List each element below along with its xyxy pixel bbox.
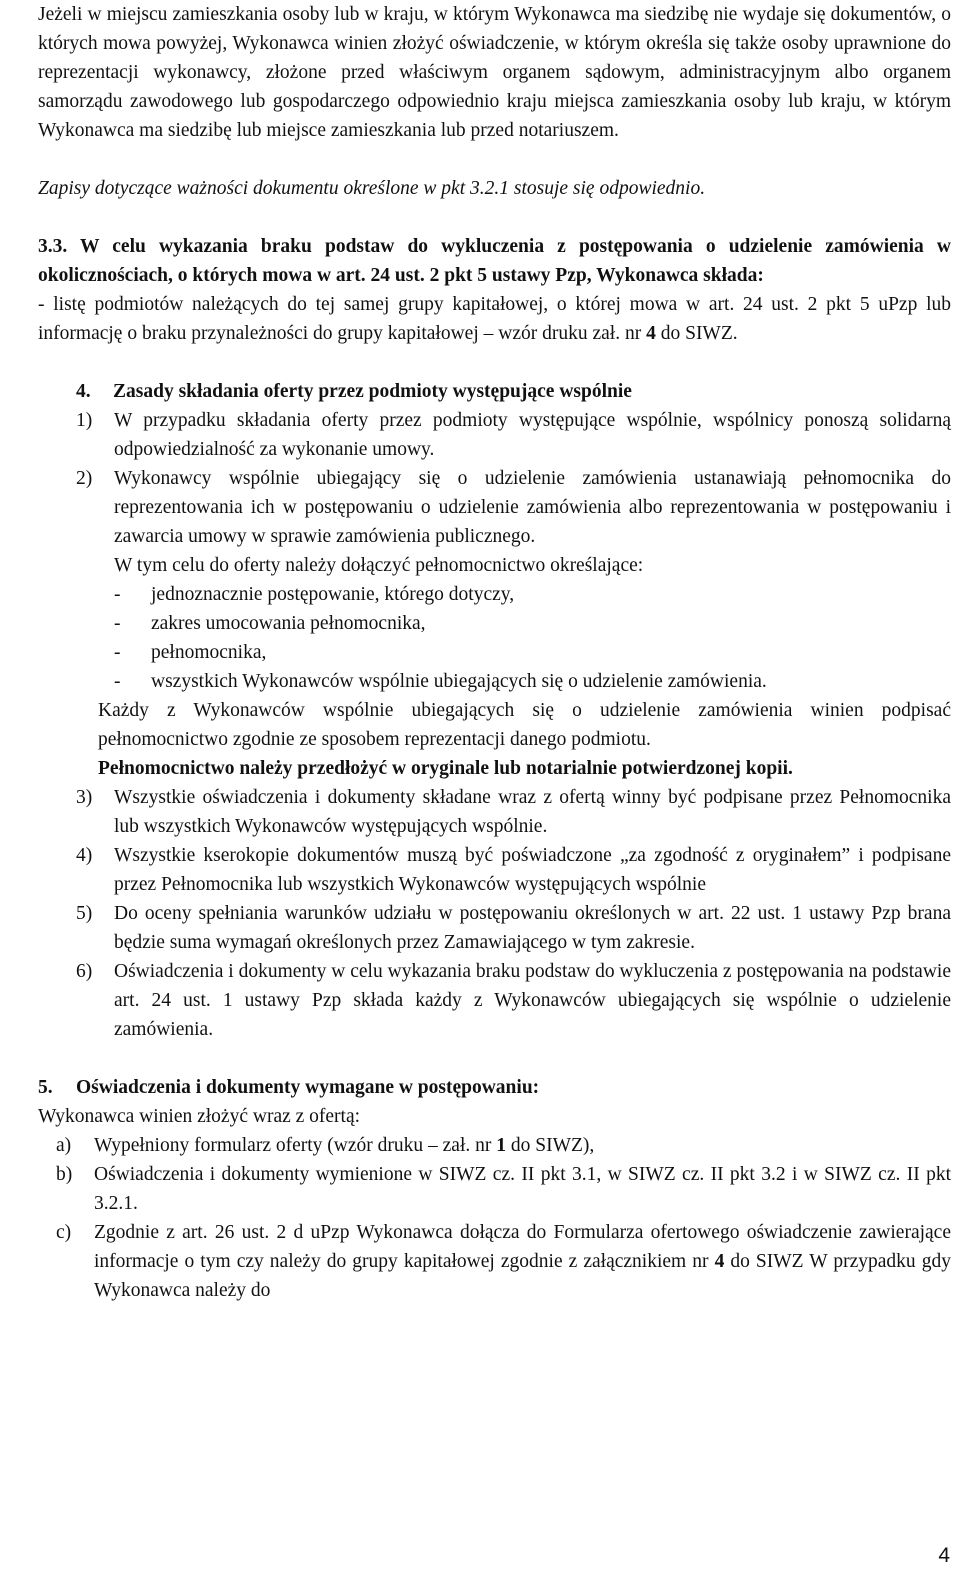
list-item: 2) Wykonawcy wspólnie ubiegający się o udzielenie zamówienia ustanawiają pełnomocnika do reprezentowania ich w postępowaniu o udzielenie zamówienia albo reprezentowania w postępowaniu i zawarcia umowy w sprawie zamówienia publicznego. — [76, 468, 951, 547]
section-3-3-heading: 3.3. W celu wykazania braku podstaw do wykluczenia z postępowania o udzielenie zamówienia w okolicznościach, o których mowa w art. 24 ust. 2 pkt 5 ustawy Pzp, Wykonawca składa: — [38, 236, 951, 286]
list-item: 5) Do oceny spełniania warunków udziału w postępowaniu określonych w art. 22 ust. 1 ustawy Pzp brana będzie suma wymagań określonych przez Zamawiającego w tym zakresie. — [76, 903, 951, 953]
intro-paragraph: Jeżeli w miejscu zamieszkania osoby lub w kraju, w którym Wykonawca ma siedzibę nie wydaje się dokumentów, o których mowa powyżej, Wykonawca winien złożyć oświadczenie, w którym określa się także osoby uprawnione do reprezentacji wykonawcy, złożone przed właściwym organem sądowym, administracyjnym albo organem samorządu zawodowego lub gospodarczego odpowiednio kraju miejsca zamieszkania osoby lub kraju, w którym Wykonawca ma siedzibę lub miejsce zamieszkania lub przed notariuszem. — [38, 4, 951, 141]
list-item: 4) Wszystkie kserokopie dokumentów muszą być poświadczone „za zgodność z oryginałem” i podpisane przez Pełnomocnika lub wszystkich Wykonawców występujących wspólnie — [76, 845, 951, 895]
section-3-3-text: - listę podmiotów należących do tej samej grupy kapitałowej, o której mowa w art. 24 ust. 2 pkt 5 uPzp lub informację o braku przynależności do grupy kapitałowej – wzór druku zał. nr 4 do SIWZ. — [38, 294, 951, 344]
list-item: 3) Wszystkie oświadczenia i dokumenty składane wraz z ofertą winny być podpisane przez Pełnomocnika lub wszystkich Wykonawców występujących wspólnie. — [76, 787, 951, 837]
dash-item: - zakres umocowania pełnomocnika, — [114, 613, 426, 634]
validity-note: Zapisy dotyczące ważności dokumentu określone w pkt 3.2.1 stosuje się odpowiednio. — [38, 178, 706, 199]
section-5-heading: 5. Oświadczenia i dokumenty wymagane w postępowaniu: — [38, 1077, 540, 1098]
dash-item: - jednoznacznie postępowanie, którego dotyczy, — [114, 584, 515, 605]
dash-item: - pełnomocnika, — [114, 642, 267, 663]
signature-requirement: Każdy z Wykonawców wspólnie ubiegających się o udzielenie zamówienia winien podpisać pełnomocnictwo zgodnie ze sposobem reprezentacji danego podmiotu. — [98, 700, 951, 750]
page-number: 4 — [938, 1544, 950, 1567]
section-4-heading: 4. Zasady składania oferty przez podmioty występujące wspólnie — [76, 381, 632, 402]
dash-item: - wszystkich Wykonawców wspólnie ubiegających się o udzielenie zamówienia. — [114, 671, 767, 692]
list-item: b) Oświadczenia i dokumenty wymienione w SIWZ cz. II pkt 3.1, w SIWZ cz. II pkt 3.2 i w SIWZ cz. II pkt 3.2.1. — [56, 1164, 951, 1214]
list-item: a) Wypełniony formularz oferty (wzór druku – zał. nr 1 do SIWZ), — [56, 1135, 595, 1156]
list-item: c) Zgodnie z art. 26 ust. 2 d uPzp Wykonawca dołącza do Formularza ofertowego oświadczenie zawierające informacje o tym czy należy do grupy kapitałowej zgodnie z załącznikiem nr 4 do SIWZ W przypadku gdy Wykonawca należy do — [56, 1222, 951, 1301]
list-item: 1) W przypadku składania oferty przez podmioty występujące wspólnie, wspólnicy ponoszą solidarną odpowiedzialność za wykonanie umowy. — [76, 410, 951, 460]
power-of-attorney-intro: W tym celu do oferty należy dołączyć pełnomocnictwo określające: — [114, 555, 644, 576]
list-item: 6) Oświadczenia i dokumenty w celu wykazania braku podstaw do wykluczenia z postępowania na podstawie art. 24 ust. 1 ustawy Pzp składa każdy z Wykonawców ubiegających się wspólnie o udzielenie zamówienia. — [76, 961, 951, 1040]
section-4-list — [38, 406, 951, 1044]
original-requirement: Pełnomocnictwo należy przedłożyć w oryginale lub notarialnie potwierdzonej kopii. — [98, 758, 793, 779]
section-5-lead: Wykonawca winien złożyć wraz z ofertą: — [38, 1106, 361, 1127]
